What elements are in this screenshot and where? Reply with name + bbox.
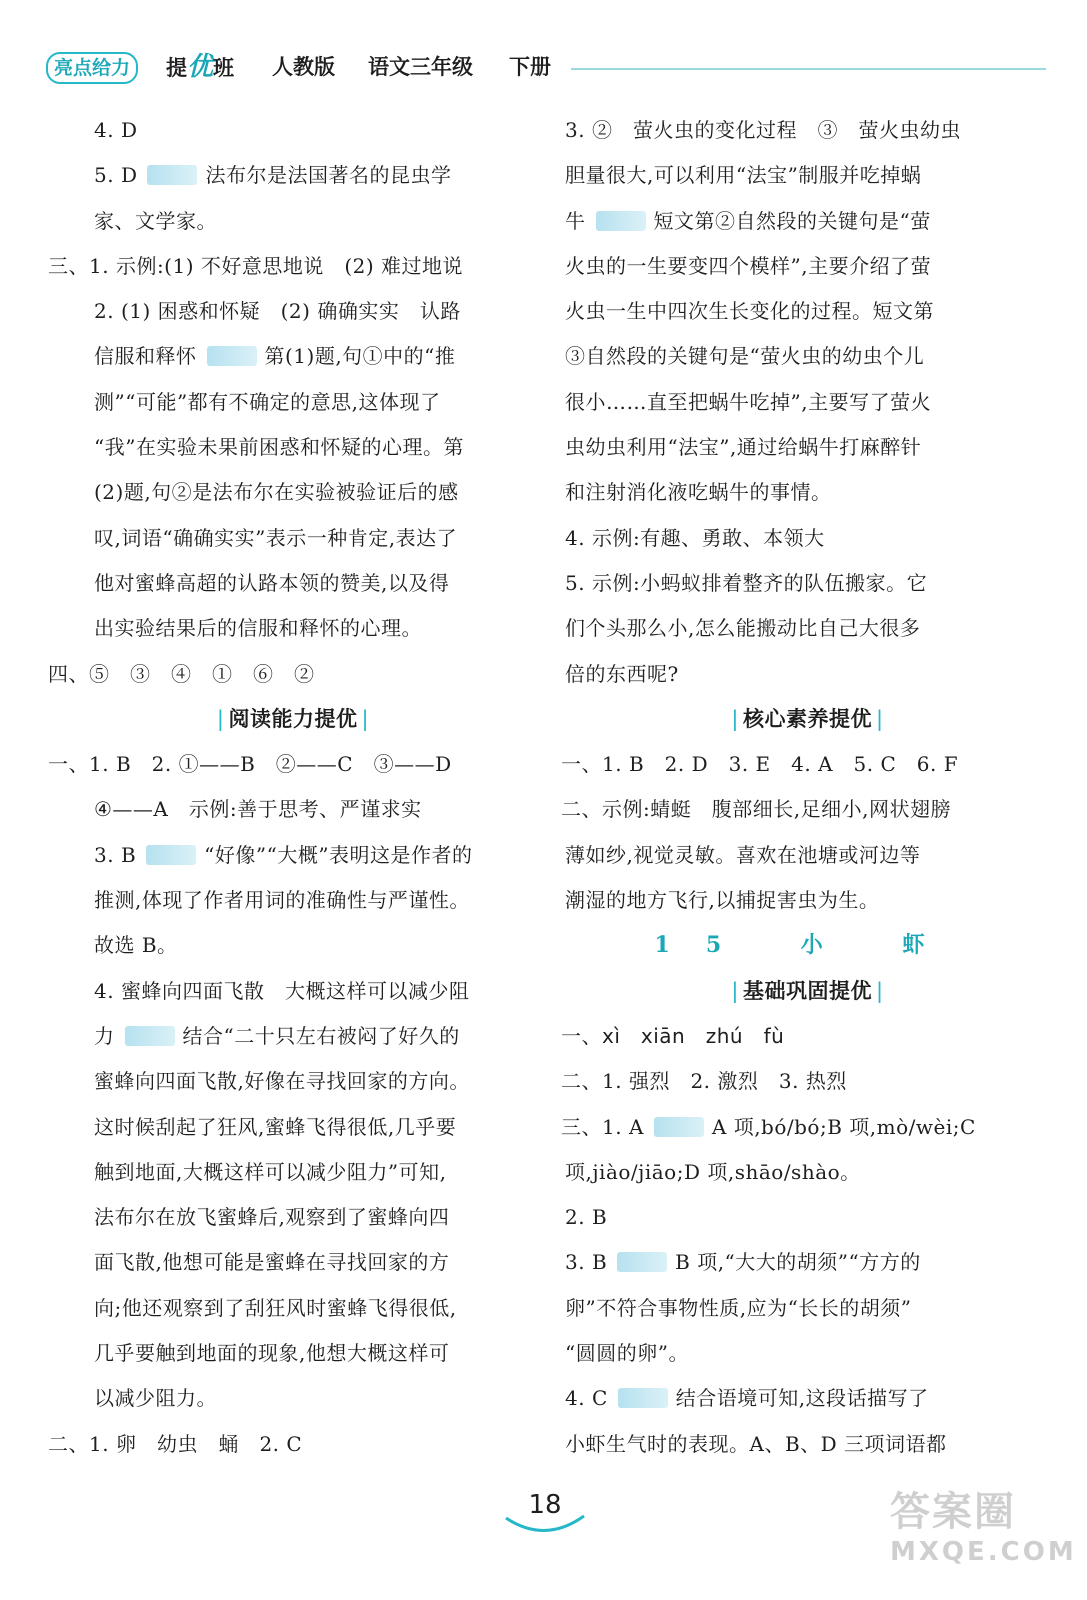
- line-text: 面飞散,他想可能是蜜蜂在寻找回家的方: [94, 1250, 450, 1275]
- right-line: [565, 334, 1050, 379]
- watermark-logo: [890, 1480, 1077, 1567]
- section-bar-right: |: [361, 706, 370, 731]
- section-title: 基础巩固提优: [743, 978, 872, 1003]
- line-text: 薄如纱,视觉灵敏。喜欢在池塘或河边等: [565, 842, 921, 867]
- analysis-tag-icon: [618, 1388, 668, 1408]
- line-text: ③自然段的关键句是“萤火虫的幼虫个儿: [565, 344, 925, 369]
- line-text: 二、1. 强烈 2. 激烈 3. 热烈: [561, 1069, 847, 1094]
- line-text: 2. (1) 困惑和怀疑 (2) 确确实实 认路: [94, 299, 461, 324]
- line-text: 故选 B。: [94, 933, 178, 958]
- analysis-tag-icon: [147, 165, 197, 185]
- volume-label: 下册: [509, 55, 551, 79]
- left-line: [48, 199, 538, 244]
- right-line: [565, 833, 1050, 878]
- left-line: [48, 1376, 538, 1421]
- page-number-swoosh-icon: [500, 1510, 590, 1540]
- left-line: [48, 1059, 538, 1104]
- analysis-text: 法布尔是法国著名的昆虫学: [205, 163, 452, 188]
- left-line: [48, 833, 538, 878]
- header-rule: [571, 68, 1046, 70]
- left-line: [48, 652, 538, 697]
- left-column: [48, 108, 538, 1467]
- line-text: 5. D: [94, 163, 138, 188]
- line-text: (2)题,句②是法布尔在实验被验证后的感: [94, 480, 459, 505]
- line-text: 二、1. 卵 幼虫 蛹 2. C: [48, 1431, 303, 1456]
- line-text: 4. C: [565, 1386, 608, 1411]
- series-name: [166, 52, 234, 83]
- line-text: 二、示例:蜻蜓 腹部细长,足细小,网状翅膀: [561, 797, 951, 822]
- analysis-tag-icon: [596, 211, 646, 231]
- right-line: [565, 516, 1050, 561]
- left-line: [48, 1240, 538, 1285]
- left-line: [48, 334, 538, 379]
- line-text: 和注射消化液吃蜗牛的事情。: [565, 480, 832, 505]
- section-bar-left: |: [731, 706, 739, 731]
- line-text: 潮湿的地方飞行,以捕捉害虫为生。: [565, 888, 880, 913]
- line-text: 叹,词语“确确实实”表示一种肯定,表达了: [94, 525, 458, 550]
- analysis-text: 短文第②自然段的关键句是“萤: [653, 208, 931, 233]
- line-text: 5. 示例:小蚂蚁排着整齐的队伍搬家。它: [565, 570, 928, 595]
- analysis-text: “好像”“大概”表明这是作者的: [204, 842, 473, 867]
- analysis-tag-icon: [207, 346, 257, 366]
- right-line: [565, 1195, 1050, 1240]
- series-you: 优: [187, 52, 214, 82]
- analysis-tag-icon: [146, 845, 196, 865]
- right-line: [565, 244, 1050, 289]
- right-line: [565, 153, 1050, 198]
- line-text: 家、文学家。: [94, 208, 217, 233]
- line-text: 火虫一生中四次生长变化的过程。短文第: [565, 299, 934, 324]
- line-text: 卵”不符合事物性质,应为“长长的胡须”: [565, 1295, 912, 1320]
- line-text: 力: [94, 1023, 115, 1048]
- right-line: [565, 1240, 1050, 1285]
- line-text: 虫幼虫利用“法宝”,通过给蜗牛打麻醉针: [565, 435, 922, 460]
- right-line: [565, 652, 1050, 697]
- series-post: 班: [213, 56, 235, 80]
- left-line: [48, 1331, 538, 1376]
- analysis-tag-icon: [654, 1117, 704, 1137]
- right-line: [565, 1422, 1050, 1467]
- analysis-text: 结合语境可知,这段话描写了: [675, 1386, 929, 1411]
- right-line: [561, 1105, 1050, 1150]
- left-line: [48, 244, 538, 289]
- left-line: [48, 561, 538, 606]
- line-text: 小虾生气时的表现。A、B、D 三项词语都: [565, 1431, 947, 1456]
- line-text: 们个头那么小,怎么能搬动比自己大很多: [565, 616, 921, 641]
- right-line: [565, 1331, 1050, 1376]
- right-line: [565, 108, 1050, 153]
- line-text: 3. ② 萤火虫的变化过程 ③ 萤火虫幼虫: [565, 118, 961, 142]
- watermark-bottom: MXQE.COM: [890, 1537, 1077, 1567]
- line-text: 4. D: [94, 118, 138, 142]
- page-header: [46, 48, 1046, 88]
- section-title: 核心素养提优: [743, 706, 872, 731]
- left-line: [48, 606, 538, 651]
- brand-badge: 亮点给力: [46, 52, 138, 84]
- right-line: [565, 199, 1050, 244]
- left-line: [48, 516, 538, 561]
- left-line: [48, 1422, 538, 1467]
- line-text: 推测,体现了作者用词的准确性与严谨性。: [94, 888, 470, 913]
- section-title: 阅读能力提优: [228, 706, 358, 731]
- line-text: 4. 示例:有趣、勇敢、本领大: [565, 525, 825, 550]
- right-line: [565, 425, 1050, 470]
- right-line: [561, 742, 1050, 787]
- left-line: [48, 470, 538, 515]
- right-line: [565, 1286, 1050, 1331]
- section-bar-left: |: [216, 706, 225, 731]
- line-text: ④——A 示例:善于思考、严谨求实: [94, 797, 422, 822]
- right-line: [565, 1376, 1050, 1421]
- line-text: “圆圆的卵”。: [565, 1341, 689, 1366]
- left-line: [48, 425, 538, 470]
- line-text: 一、1. B 2. ①——B ②——C ③——D: [48, 752, 452, 777]
- line-text: “我”在实验未果前困惑和怀疑的心理。第: [94, 435, 464, 460]
- left-line: [48, 1014, 538, 1059]
- line-text: 四、⑤ ③ ④ ① ⑥ ②: [48, 661, 315, 686]
- left-line: [48, 153, 538, 198]
- left-line: [48, 787, 538, 832]
- line-text: 几乎要触到地面的现象,他想大概这样可: [94, 1341, 450, 1366]
- line-text: 三、1. A: [561, 1114, 644, 1139]
- line-text: 出实验结果后的信服和释怀的心理。: [94, 616, 422, 641]
- line-text: 以减少阻力。: [94, 1386, 217, 1411]
- line-text: 很小……直至把蜗牛吃掉”,主要写了萤火: [565, 389, 932, 414]
- right-line: [565, 380, 1050, 425]
- section-bar-left: |: [731, 978, 739, 1003]
- line-text: 项,jiào/jiāo;D 项,shāo/shào。: [565, 1159, 861, 1184]
- line-text: 这时候刮起了狂风,蜜蜂飞得很低,几乎要: [94, 1114, 457, 1139]
- line-text: 火虫的一生要变四个模样”,主要介绍了萤: [565, 253, 932, 278]
- line-text: 3. B: [94, 842, 137, 867]
- line-text: 三、1. 示例:(1) 不好意思地说 (2) 难过地说: [48, 253, 464, 278]
- right-line: [565, 697, 1050, 742]
- left-line: [48, 878, 538, 923]
- right-line: [565, 606, 1050, 651]
- line-text: 信服和释怀: [94, 344, 197, 369]
- line-text: 2. B: [565, 1205, 608, 1230]
- right-line: [565, 923, 1050, 968]
- left-line: [48, 923, 538, 968]
- line-text: 牛: [565, 208, 586, 233]
- analysis-tag-icon: [617, 1252, 667, 1272]
- line-text: 触到地面,大概这样可以减少阻力”可知,: [94, 1159, 447, 1184]
- analysis-text: 结合“二十只左右被闷了好久的: [182, 1023, 460, 1048]
- section-bar-right: |: [876, 978, 884, 1003]
- series-pre: 提: [166, 56, 187, 80]
- line-text: 向;他还观察到了刮狂风时蜜蜂飞得很低,: [94, 1295, 457, 1320]
- line-text: 蜜蜂向四面飞散,好像在寻找回家的方向。: [94, 1069, 470, 1094]
- right-line: [565, 878, 1050, 923]
- analysis-text: A 项,bó/bó;B 项,mò/wèi;C: [711, 1114, 976, 1139]
- line-text: 一、xì xiān zhú fù: [561, 1023, 785, 1048]
- right-line: [565, 1150, 1050, 1195]
- watermark-top: 答案圈: [890, 1489, 1016, 1535]
- page-number: 18: [528, 1490, 562, 1520]
- right-line: [565, 561, 1050, 606]
- left-line: [48, 742, 538, 787]
- right-column: [561, 108, 1050, 1467]
- left-line: [48, 1105, 538, 1150]
- line-text: 他对蜜蜂高超的认路本领的赞美,以及得: [94, 570, 450, 595]
- analysis-text: 第(1)题,句①中的“推: [264, 344, 456, 369]
- line-text: 法布尔在放飞蜜蜂后,观察到了蜜蜂向四: [94, 1205, 450, 1230]
- left-line: [48, 969, 538, 1014]
- right-line: [565, 969, 1050, 1014]
- line-text: 15 小 虾: [654, 932, 961, 959]
- line-text: 4. 蜜蜂向四面飞散 大概这样可以减少阻: [94, 978, 470, 1003]
- edition-label: 人教版: [272, 55, 335, 79]
- right-line: [565, 470, 1050, 515]
- left-line: [48, 1195, 538, 1240]
- left-line: [48, 289, 538, 334]
- line-text: 胆量很大,可以利用“法宝”制服并吃掉蜗: [565, 163, 922, 188]
- left-line: [48, 1286, 538, 1331]
- line-text: 3. B: [565, 1250, 608, 1275]
- line-text: 测”“可能”都有不确定的意思,这体现了: [94, 389, 441, 414]
- left-line: [48, 380, 538, 425]
- line-text: 倍的东西呢?: [565, 661, 679, 686]
- section-bar-right: |: [876, 706, 884, 731]
- left-line: [48, 697, 538, 742]
- left-line: [48, 1150, 538, 1195]
- right-line: [561, 787, 1050, 832]
- right-line: [561, 1014, 1050, 1059]
- right-line: [561, 1059, 1050, 1104]
- analysis-text: B 项,“大大的胡须”“方方的: [675, 1250, 921, 1275]
- line-text: 一、1. B 2. D 3. E 4. A 5. C 6. F: [561, 752, 959, 777]
- left-line: [48, 108, 538, 153]
- right-line: [565, 289, 1050, 334]
- subject-label: 语文三年级: [368, 55, 473, 79]
- analysis-tag-icon: [125, 1026, 175, 1046]
